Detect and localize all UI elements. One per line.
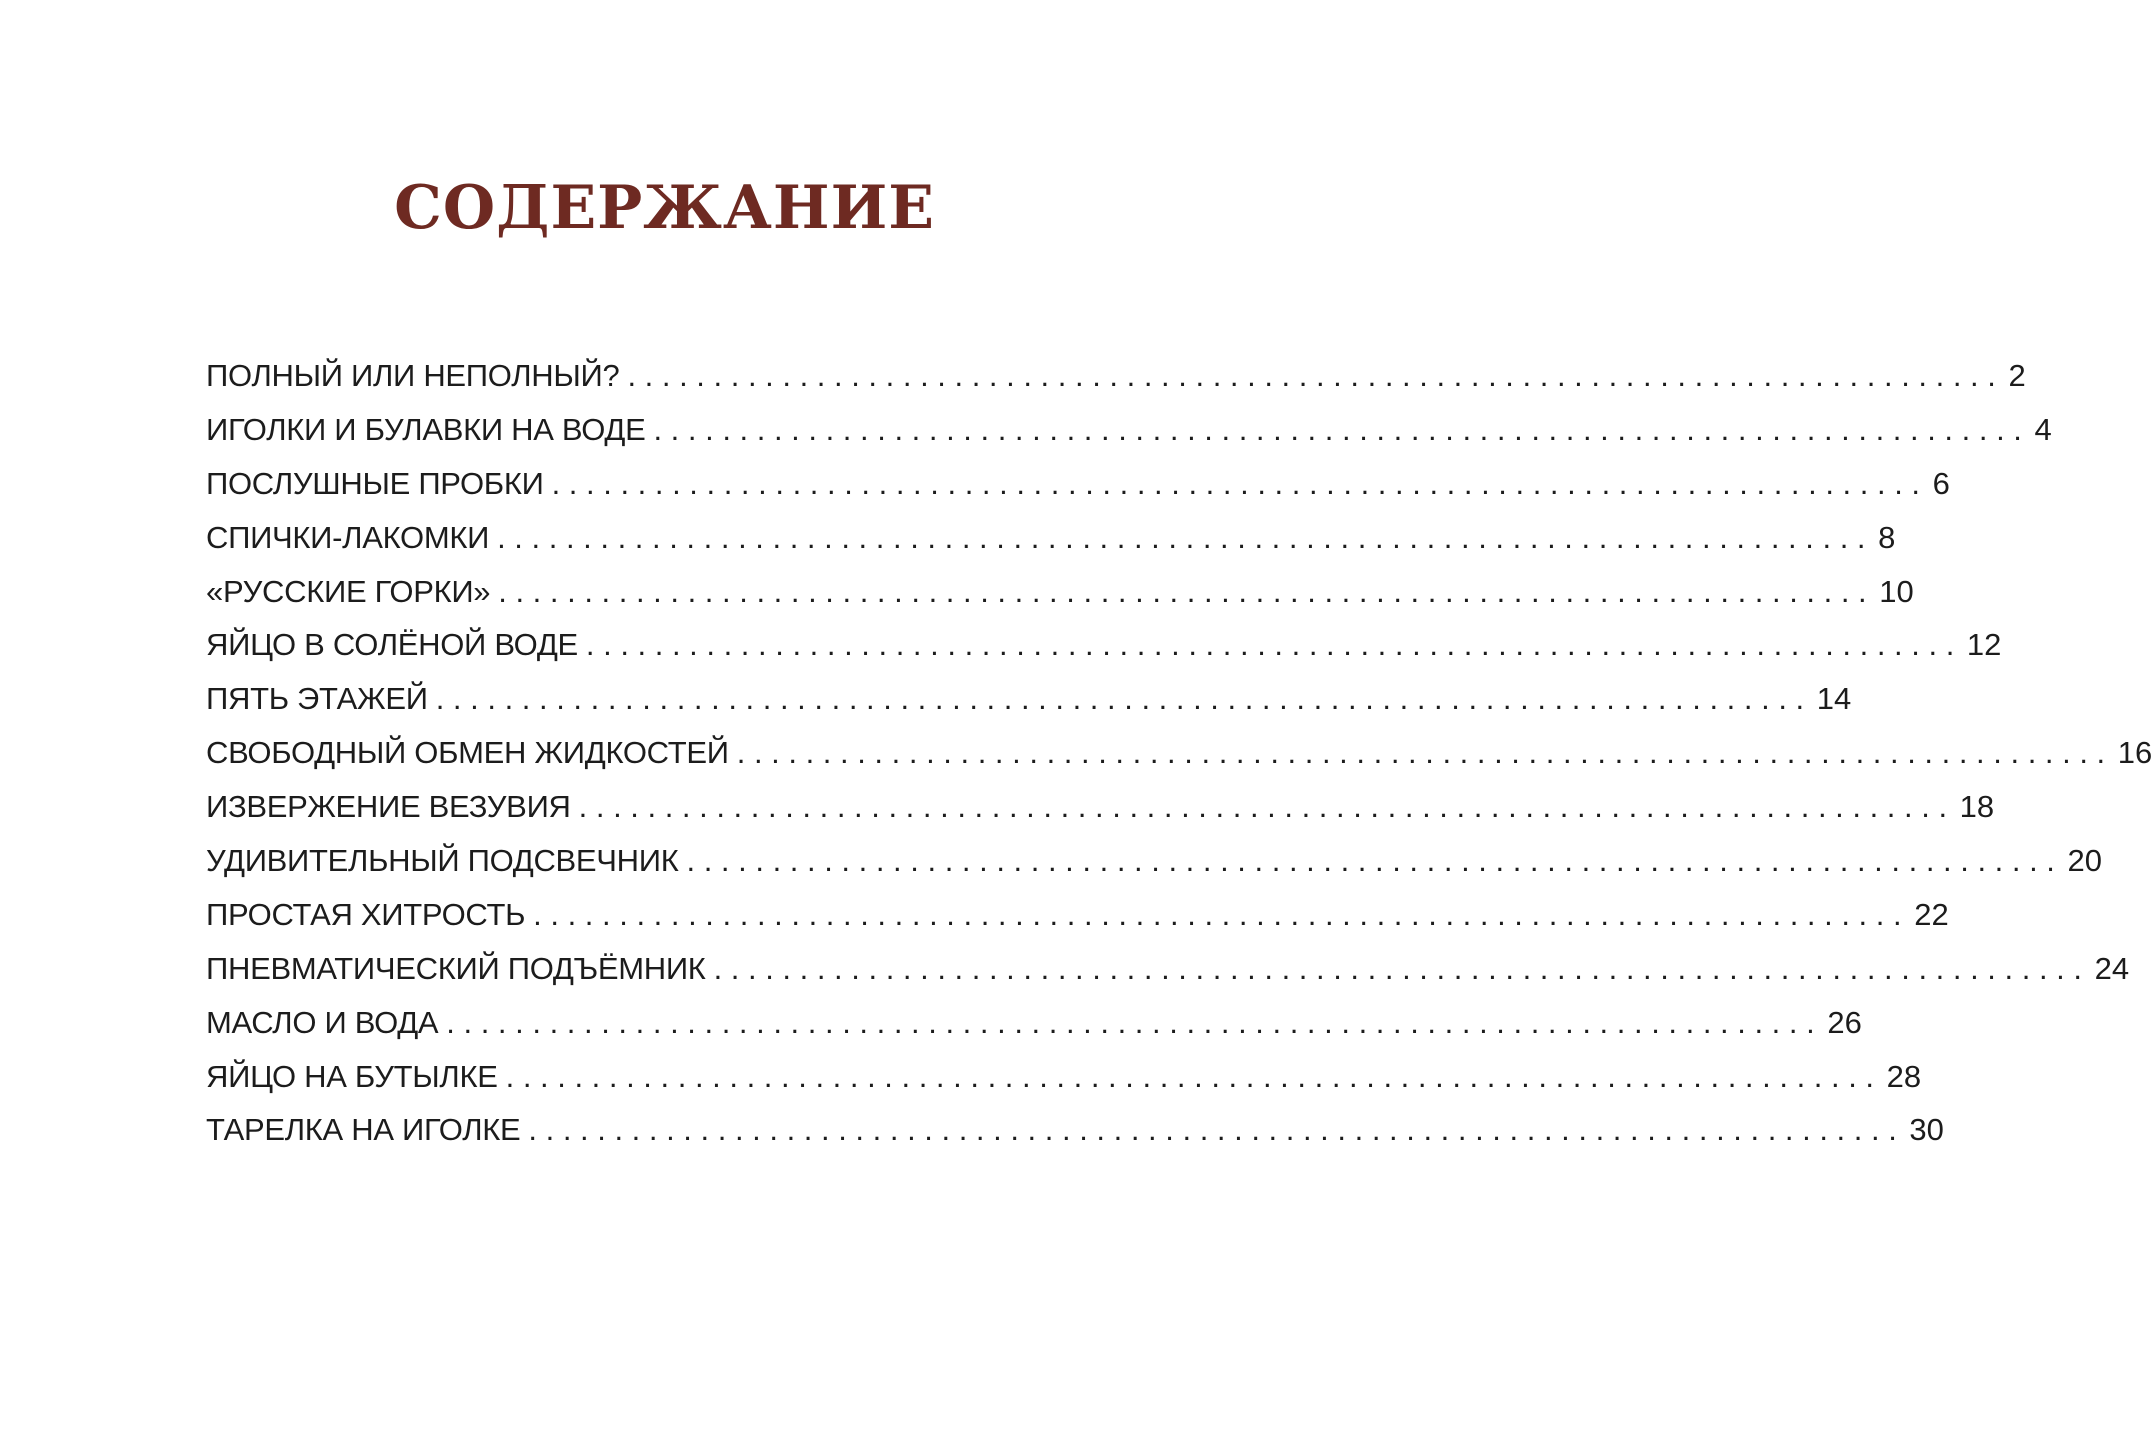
toc-entry-title: ИЗВЕРЖЕНИЕ ВЕЗУВИЯ (206, 789, 571, 825)
toc-entry-page: 24 (2094, 950, 2130, 986)
toc-entry-page: 6 (1932, 465, 1950, 501)
toc-leader-dots: ................................................................................ (686, 843, 2064, 879)
toc-entry (206, 834, 2103, 888)
toc-entry (206, 349, 2026, 403)
toc-leader-dots: ................................................................................ (533, 896, 1911, 932)
toc-leader-dots: ................................................................................ (497, 519, 1875, 555)
toc-entry-title: СВОБОДНЫЙ ОБМЕН ЖИДКОСТЕЙ (206, 735, 729, 771)
toc-entry-title: СПИЧКИ-ЛАКОМКИ (206, 519, 490, 555)
toc-leader-dots: ................................................................................ (446, 1004, 1824, 1040)
toc-leader-dots: ................................................................................ (736, 735, 2114, 771)
toc-leader-dots: ................................................................................ (505, 1058, 1883, 1094)
toc-entry-page: 28 (1886, 1058, 1922, 1094)
toc-entry-page: 16 (2117, 735, 2152, 771)
toc-entry (206, 1103, 1944, 1157)
toc-entry-page: 12 (1966, 627, 2002, 663)
toc-entry-page: 10 (1879, 573, 1914, 609)
toc-entry (206, 457, 1950, 511)
toc-entry-page: 20 (2067, 843, 2103, 879)
toc-entry-page: 30 (1909, 1112, 1944, 1148)
toc-entry-page: 14 (1816, 681, 1852, 717)
toc-entry (206, 672, 1852, 726)
toc-entry-title: ПЯТЬ ЭТАЖЕЙ (206, 681, 428, 717)
toc-leader-dots: ................................................................................ (713, 950, 2091, 986)
toc-entry (206, 403, 2052, 457)
toc-leader-dots: ................................................................................ (627, 358, 2005, 393)
toc-leader-dots: ................................................................................ (653, 411, 2031, 447)
toc-entry (206, 942, 2130, 996)
toc-entry-page: 26 (1827, 1004, 1862, 1040)
toc-entry (206, 888, 1949, 942)
toc-leader-dots: ................................................................................ (551, 465, 1929, 501)
page-title: СОДЕРЖАНИЕ (394, 173, 935, 243)
toc-entry-title: ЯЙЦО В СОЛЁНОЙ ВОДЕ (206, 627, 578, 663)
toc-entry-title: ПРОСТАЯ ХИТРОСТЬ (206, 896, 526, 932)
toc-leader-dots: ................................................................................ (585, 627, 1963, 663)
toc-entry-page: 18 (1959, 789, 1995, 825)
toc-entry-title: ИГОЛКИ И БУЛАВКИ НА ВОДЕ (206, 411, 646, 447)
toc-entry-title: ТАРЕЛКА НА ИГОЛКЕ (206, 1112, 521, 1148)
toc-entry (206, 511, 1896, 565)
toc-entry-title: УДИВИТЕЛЬНЫЙ ПОДСВЕЧНИК (206, 843, 679, 879)
toc-entry-title: ПОСЛУШНЫЕ ПРОБКИ (206, 465, 544, 501)
toc-entry (206, 996, 1862, 1050)
toc-entry (206, 780, 1995, 834)
toc-entry-page: 8 (1878, 519, 1896, 555)
toc-leader-dots: ................................................................................ (435, 681, 1813, 717)
toc-entry (206, 618, 2002, 672)
toc-entry-title: ПОЛНЫЙ ИЛИ НЕПОЛНЫЙ? (206, 358, 620, 393)
toc-entry-page: 2 (2008, 358, 2026, 393)
toc-entry-page: 4 (2034, 411, 2052, 447)
table-of-contents (206, 349, 2152, 1157)
toc-entry-title: ЯЙЦО НА БУТЫЛКЕ (206, 1058, 498, 1094)
toc-leader-dots: ................................................................................ (498, 573, 1876, 609)
toc-entry-title: ПНЕВМАТИЧЕСКИЙ ПОДЪЁМНИК (206, 950, 706, 986)
toc-leader-dots: ................................................................................ (578, 789, 1956, 825)
toc-entry-title: МАСЛО И ВОДА (206, 1004, 439, 1040)
toc-leader-dots: ................................................................................ (528, 1112, 1906, 1148)
toc-entry (206, 565, 1914, 619)
toc-entry-title: «РУССКИЕ ГОРКИ» (206, 573, 491, 609)
toc-entry (206, 726, 2152, 780)
toc-entry-page: 22 (1914, 896, 1949, 932)
toc-entry (206, 1050, 1922, 1104)
